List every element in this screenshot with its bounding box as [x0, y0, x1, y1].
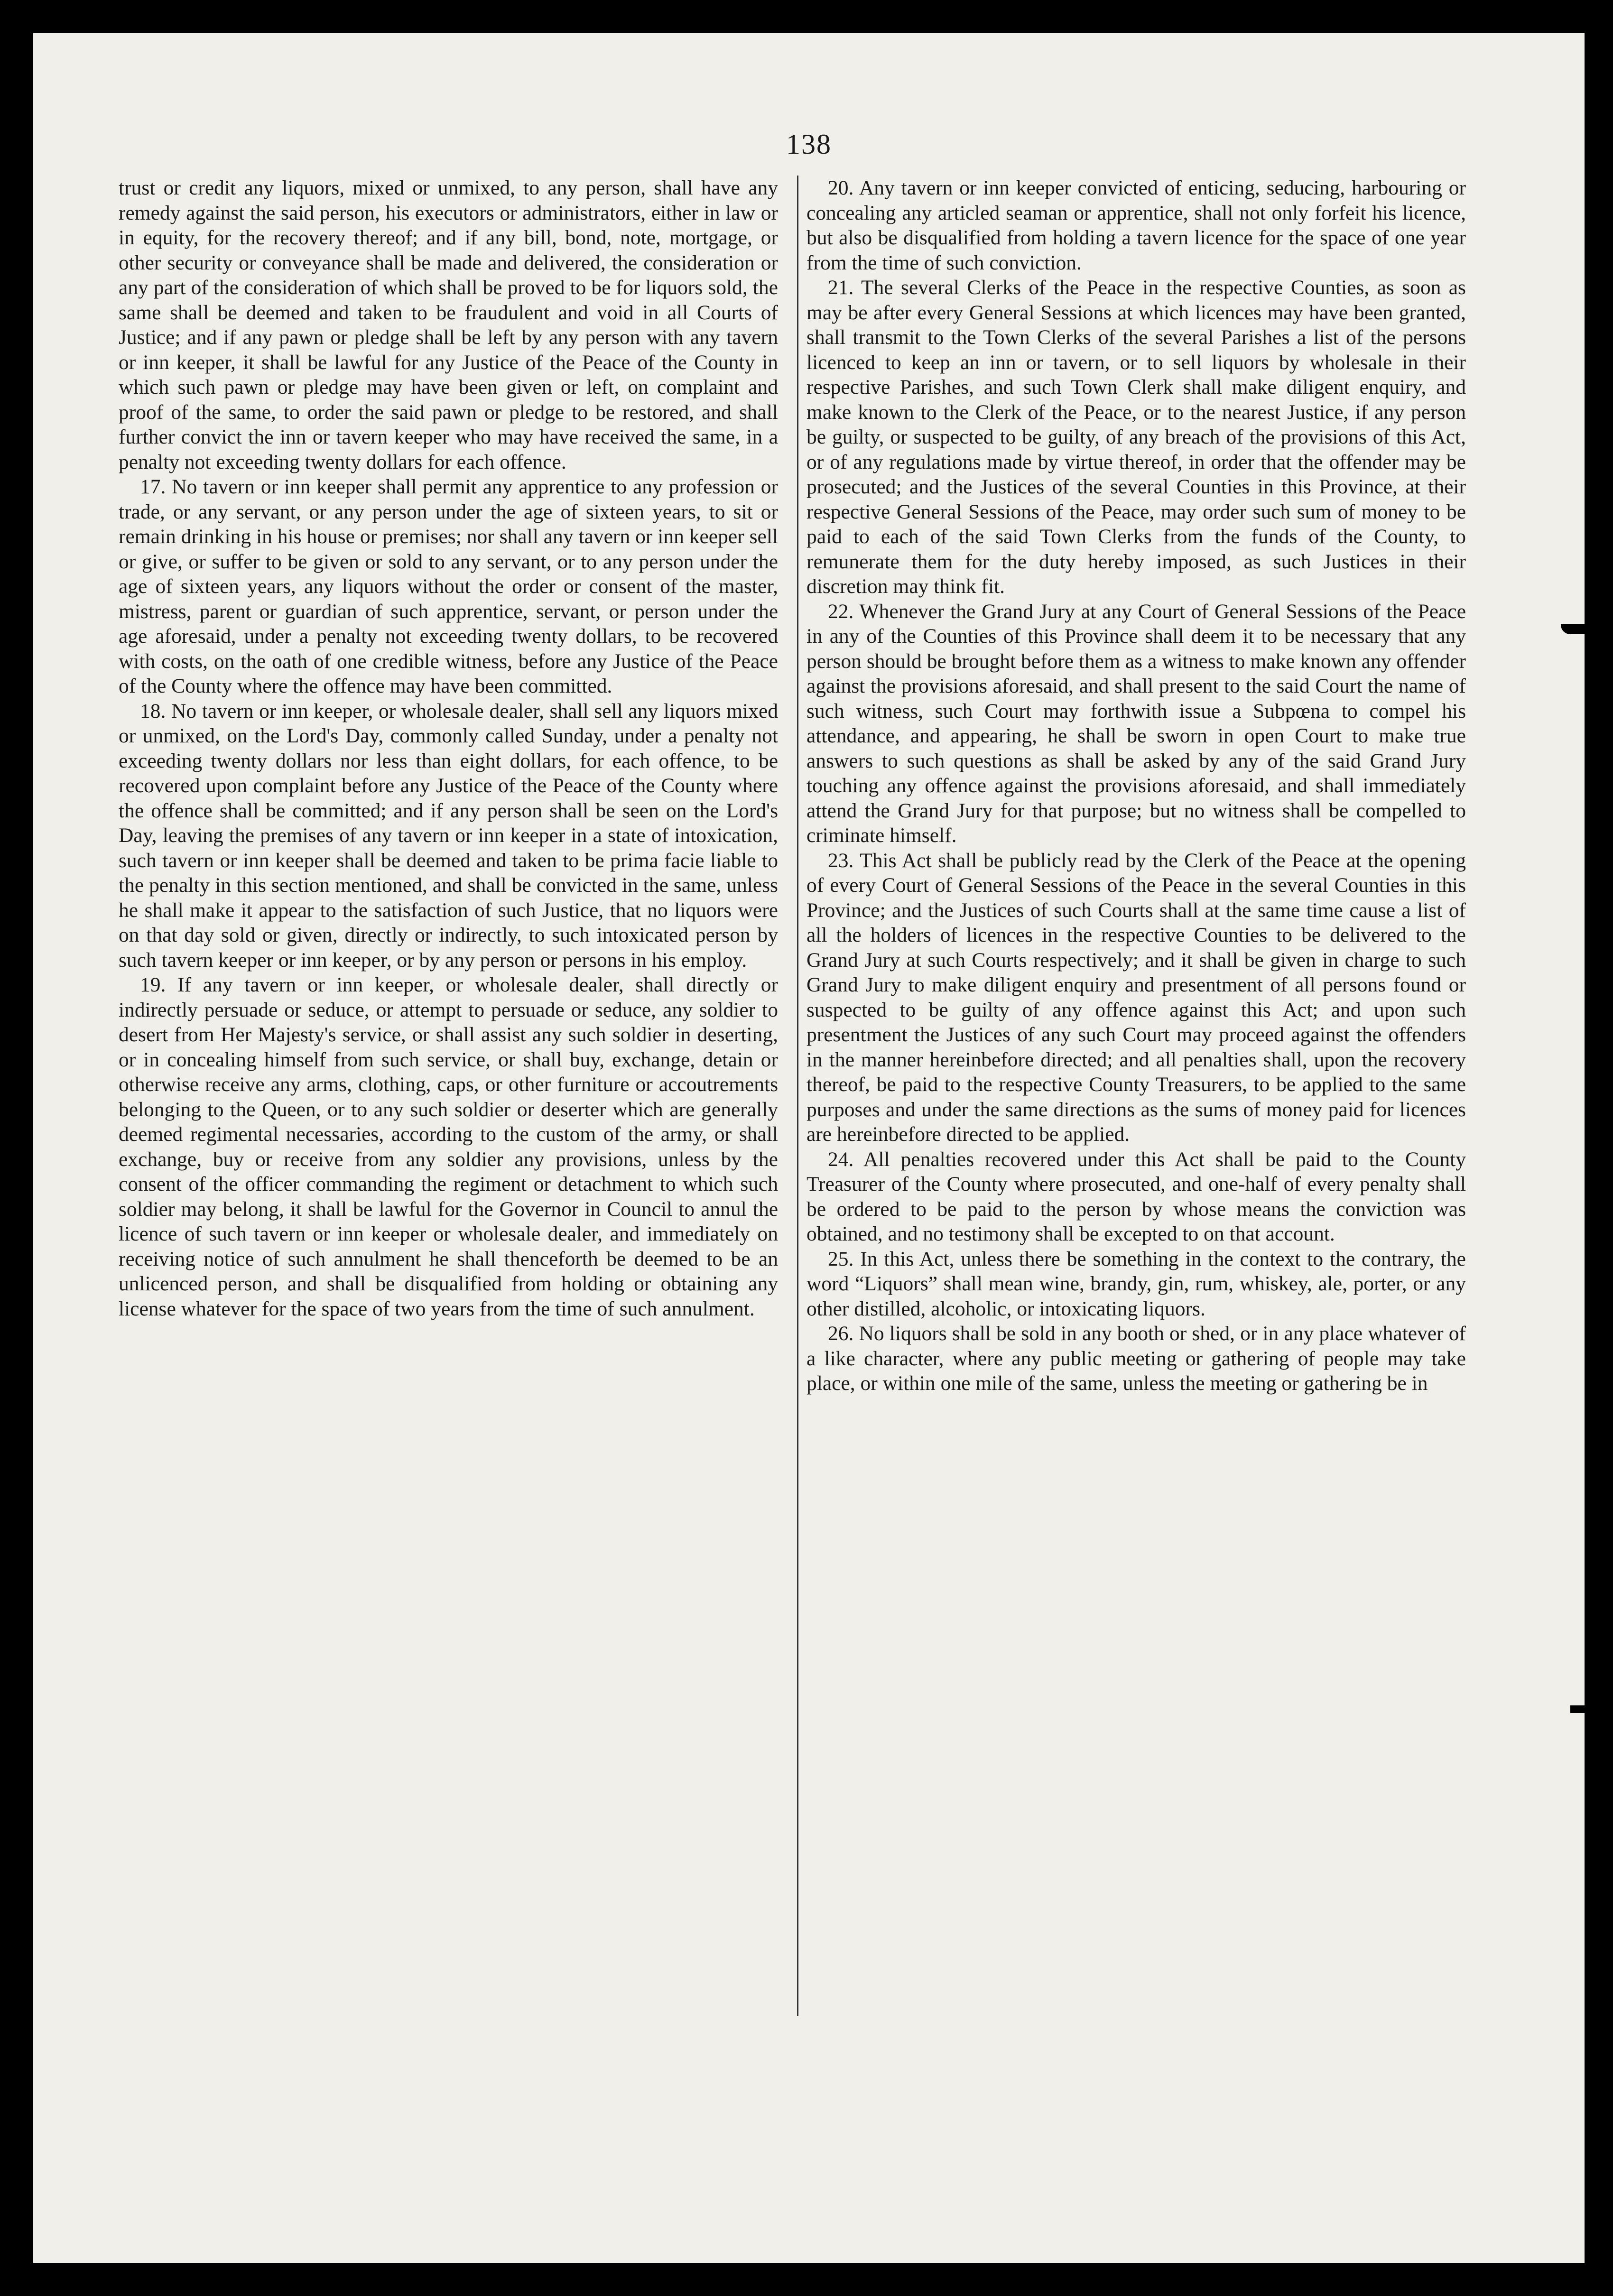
section-17: 17. No tavern or inn keeper shall permit any apprentice to any profession or trade, or any servant, or any person under the age of sixteen years, to sit or remain drinking in his house or premises; nor shall any tavern or inn keeper sell or give, or suffer to be given or sold to any servant, or to any person under the age of sixteen years, any liquors without the order or consent of the master, mistress, parent or guardian of such apprentice, servant, or person under the age aforesaid, under a penalty not exceeding twenty dollars, to be recovered with costs, on the oath of one credible witness, before any Justice of the Peace of the County where the offence may have been committed. [119, 475, 778, 697]
left-column [119, 176, 778, 1321]
section-25: 25. In this Act, unless there be something in the context to the contrary, the word “Liquors” shall mean wine, brandy, gin, rum, whiskey, ale, porter, or any other distilled, alcoholic, or intoxicating liquors. [806, 1247, 1466, 1320]
right-column [806, 176, 1466, 1396]
section-19: 19. If any tavern or inn keeper, or wholesale dealer, shall directly or indirectly persuade or seduce, or attempt to persuade or seduce, any soldier to desert from Her Majesty's service, or shall assist any such soldier in deserting, or in concealing himself from such service, or shall buy, exchange, detain or otherwise receive any arms, clothing, caps, or other furniture or accoutrements belonging to the Queen, or to any such soldier or deserter which are generally deemed regimental necessaries, according to the custom of the army, or shall exchange, buy or receive from any soldier any provisions, unless by the consent of the officer commanding the regiment or detachment to which such soldier may belong, it shall be lawful for the Governor in Council to annul the licence of such tavern or inn keeper or wholesale dealer, and immediately on receiving notice of such annulment he shall thenceforth be deemed to be an unlicenced person, and shall be disqualified from holding or obtaining any license whatever for the space of two years from the time of such annulment. [119, 973, 778, 1320]
page-number: 138 [786, 129, 832, 160]
section-24: 24. All penalties recovered under this Act shall be paid to the County Treasurer of the County where prosecuted, and one-half of every penalty shall be ordered to be paid to the person by whose means the conviction was obtained, and no testimony shall be excepted to on that account. [806, 1148, 1466, 1245]
document-page [33, 33, 1585, 2263]
paragraph-continuation: trust or credit any liquors, mixed or unmixed, to any person, shall have any remedy against the said person, his executors or administrators, either in law or in equity, for the recovery thereof; and if any bill, bond, note, mortgage, or other security or conveyance shall be made and delivered, the consideration or any part of the consideration of which shall be proved to be for liquors sold, the same shall be deemed and taken to be fraudulent and void in all Courts of Justice; and if any pawn or pledge shall be left by any person with any tavern or inn keeper, it shall be lawful for any Justice of the Peace of the County in which such pawn or pledge may have been given or left, on complaint and proof of the same, to order the said pawn or pledge to be restored, and shall further convict the inn or tavern keeper who may have received the same, in a penalty not exceeding twenty dollars for each offence. [119, 176, 778, 473]
section-22: 22. Whenever the Grand Jury at any Court of General Sessions of the Peace in any of the Counties of this Province shall deem it to be necessary that any person should be brought before them as a witness to make known any offender against the provisions aforesaid, and shall present to the said Court the name of such witness, such Court may forthwith issue a Subpœna to compel his attendance, and appearing, he shall be sworn in open Court to make true answers to such questions as shall be asked by any of the said Grand Jury touching any offence against the provisions aforesaid, and shall immediately attend the Grand Jury for that purpose; but no witness shall be compelled to criminate himself. [806, 600, 1466, 847]
section-23: 23. This Act shall be publicly read by the Clerk of the Peace at the opening of every Court of General Sessions of the Peace in the several Counties in this Province; and the Justices of such Courts shall at the same time cause a list of all the holders of licences in the respective Counties to be delivered to the Grand Jury at such Courts respectively; and it shall be given in charge to such Grand Jury to make diligent enquiry and presentment of all persons found or suspected to be guilty of any offence against this Act; and upon such presentment the Justices of any such Court may proceed against the offenders in the manner hereinbefore directed; and all penalties shall, upon the recovery thereof, be paid to the respective County Treasurers, to be applied to the same purposes and under the same directions as the sums of money paid for licences are hereinbefore directed to be applied. [806, 849, 1466, 1146]
section-20: 20. Any tavern or inn keeper convicted of enticing, seducing, harbouring or concealing any articled seaman or apprentice, shall not only forfeit his licence, but also be disqualified from holding a tavern licence for the space of one year from the time of such conviction. [806, 176, 1466, 274]
section-26: 26. No liquors shall be sold in any booth or shed, or in any place whatever of a like character, where any public meeting or gathering of people may take place, or within one mile of the same, unless the meeting or gathering be in [806, 1322, 1466, 1395]
column-divider [797, 176, 798, 2016]
scan-edge-mark [1570, 1705, 1585, 1713]
section-18: 18. No tavern or inn keeper, or wholesale dealer, shall sell any liquors mixed or unmixed, on the Lord's Day, commonly called Sunday, under a penalty not exceeding twenty dollars nor less than eight dollars, for each offence, to be recovered upon complaint before any Justice of the Peace of the County where the offence shall be committed; and if any person shall be seen on the Lord's Day, leaving the premises of any tavern or inn keeper in a state of intoxication, such tavern or inn keeper shall be deemed and taken to be prima facie liable to the penalty in this section mentioned, and shall be convicted in the same, unless he shall make it appear to the satisfaction of such Justice, that no liquors were on that day sold or given, directly or indirectly, to such intoxicated person by such tavern keeper or inn keeper, or by any person or persons in his employ. [119, 699, 778, 972]
scan-edge-mark [0, 307, 10, 331]
section-21: 21. The several Clerks of the Peace in the respective Counties, as soon as may be after every General Sessions at which licences may have been granted, shall transmit to the Town Clerks of the several Parishes a list of the persons licenced to keep an inn or tavern, or to sell liquors by wholesale in their respective Parishes, and such Town Clerk shall make diligent enquiry, and make known to the Clerk of the Peace, or to the nearest Justice, if any person be guilty, or suspected to be guilty, of any breach of the provisions of this Act, or of any regulations made by virtue thereof, in order that the offender may be prosecuted; and the Justices of the several Counties in this Province, at their respective General Sessions of the Peace, may order such sum of money to be paid to each of the said Town Clerks from the funds of the County, to remunerate them for the duty hereby imposed, as such Justices in their discretion may think fit. [806, 276, 1466, 598]
